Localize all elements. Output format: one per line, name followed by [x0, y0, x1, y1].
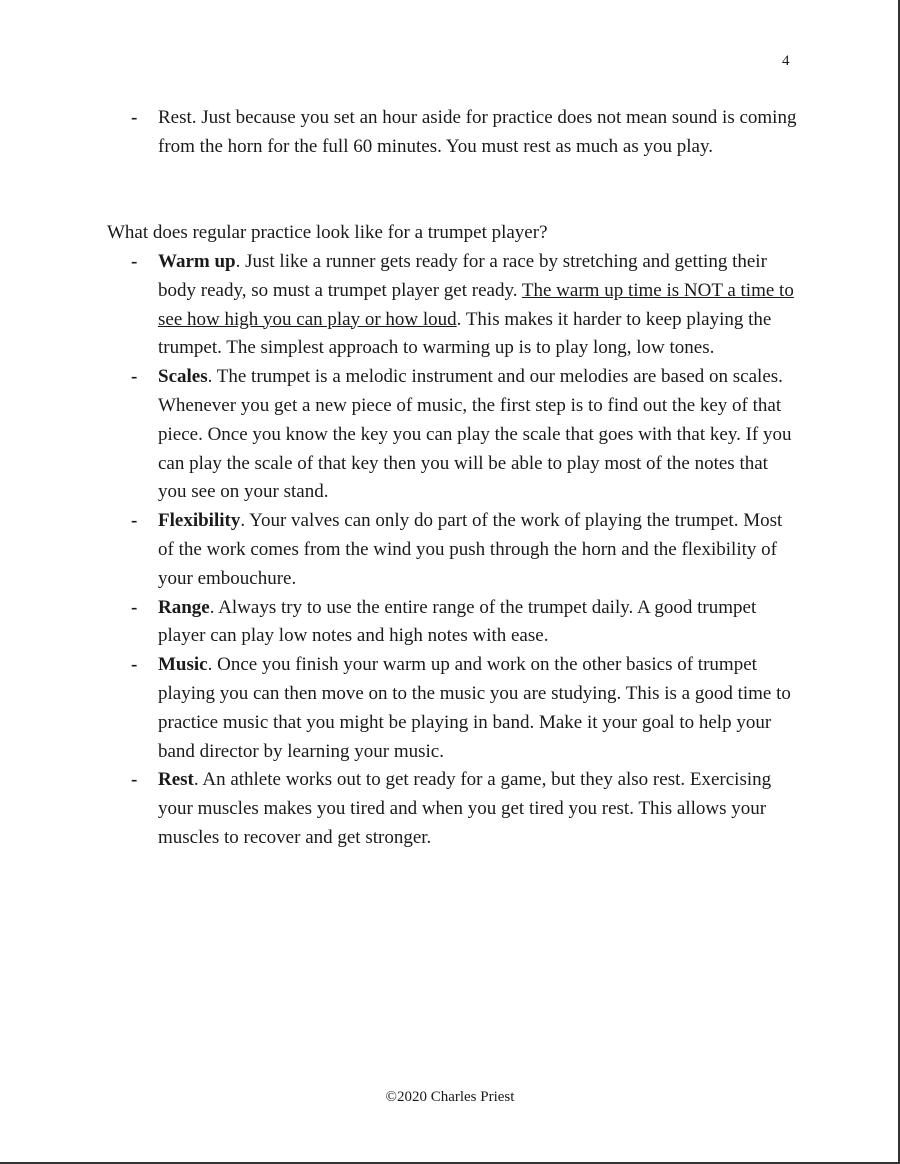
dash-bullet: - — [131, 654, 138, 676]
practice-list — [0, 248, 900, 853]
practice-item-music — [0, 651, 798, 766]
list-item — [0, 104, 798, 162]
dash-bullet: - — [131, 596, 138, 618]
practice-text: . Always try to use the entire range of the trumpet daily. A good trumpet player can play low notes and high notes with ease. — [158, 596, 757, 647]
practice-term: Range — [158, 596, 210, 618]
list-item-text: Rest. Just because you set an hour aside for practice does not mean sound is coming from the horn for the full 60 minutes. You must rest as much as you play. — [158, 107, 797, 157]
dash-bullet: - — [131, 107, 138, 128]
dash-bullet: - — [131, 510, 138, 532]
practice-text: . An athlete works out to get ready for a game, but they also rest. Exercising your muscles makes you tired and when you get tired you rest. This allows your muscles to recover and get stronger. — [158, 769, 772, 848]
section-question: What does regular practice look like for a trumpet player? — [107, 222, 548, 243]
practice-text: . Just like a runner gets ready for a race by stretching and getting their body ready, so must a trumpet player get ready. — [158, 251, 767, 301]
practice-item-warm-up — [0, 248, 798, 363]
practice-text: . This makes it harder to keep playing the trumpet. The simplest approach to warming up is to play long, low tones. — [158, 308, 772, 359]
practice-term: Flexibility — [158, 510, 241, 532]
dash-bullet: - — [131, 366, 138, 388]
practice-item-scales — [0, 363, 798, 507]
rest-note-list — [0, 104, 900, 162]
practice-item-flexibility — [0, 507, 798, 593]
page-number: 4 — [782, 53, 790, 69]
practice-term: Rest — [158, 769, 194, 791]
practice-text: . The trumpet is a melodic instrument and our melodies are based on scales. Whenever you get a new piece of music, the first step is to find out the key of that piece. Once you know the key you can play the scale that goes with that key. If you can play the scale of that key then you will be able to play most of the notes that you see on your stand. — [158, 366, 792, 503]
practice-term: Music — [158, 654, 208, 676]
practice-item-range — [0, 594, 798, 652]
practice-item-rest — [0, 766, 798, 852]
practice-term: Scales — [158, 366, 208, 388]
practice-text: . Once you finish your warm up and work on the other basics of trumpet playing you can then move on to the music you are studying. This is a good time to practice music that you might be playing in band. Make it your goal to help your band director by learning your music. — [158, 654, 791, 762]
dash-bullet: - — [131, 251, 138, 272]
practice-text: . Your valves can only do part of the work of playing the trumpet. Most of the work comes from the wind you push through the horn and the flexibility of your embouchure. — [158, 510, 783, 589]
dash-bullet: - — [131, 769, 138, 791]
practice-term: Warm up — [158, 251, 236, 272]
underlined-emphasis: The warm up time is NOT a time to see how high you can play or how loud — [158, 279, 794, 330]
copyright-footer: ©2020 Charles Priest — [385, 1089, 515, 1105]
